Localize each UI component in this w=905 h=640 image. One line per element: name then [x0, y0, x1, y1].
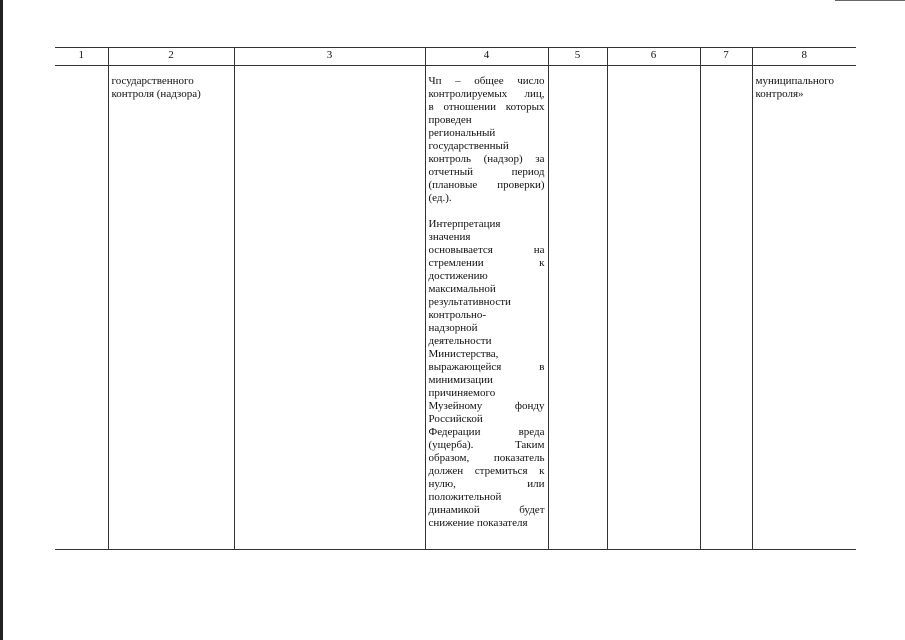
cell-text-line: проведен [428, 114, 472, 126]
cell-text-line: минимизации [428, 374, 493, 386]
cell-text-line: Министерства, [428, 348, 499, 360]
cell-col-4 [425, 66, 548, 550]
cell-text-line: деятельности [428, 335, 492, 347]
cell-text-line: отчетный период [428, 166, 545, 178]
cell-text-line: (ущерба). Таким [428, 439, 545, 451]
paragraph-gap [429, 205, 545, 218]
cell-col-5 [548, 66, 607, 550]
scan-left-edge [0, 0, 3, 640]
cell-text-line: значения [428, 231, 471, 243]
cell-text-line: максимальной [428, 283, 496, 295]
cell-text-line: муниципального [755, 75, 835, 87]
column-header-1: 1 [55, 48, 108, 66]
cell-text-line: положительной [428, 491, 502, 503]
cell-col-8 [752, 66, 856, 550]
cell-text-line: Российской [428, 413, 483, 425]
cell-text-line: контроль (надзор) за [428, 153, 545, 165]
cell-col-1 [55, 66, 108, 550]
column-header-8: 8 [752, 48, 856, 66]
cell-text-line: государственный [428, 140, 509, 152]
interpretation-text [429, 218, 545, 530]
table-header-row [55, 48, 856, 66]
column-header-3: 3 [234, 48, 425, 66]
cell-text-line: (ед.). [428, 192, 452, 204]
cell-text-line: результативности [428, 296, 511, 308]
cell-text-line: должен стремиться к [428, 465, 545, 477]
table-row [55, 66, 856, 550]
column-header-2: 2 [108, 48, 234, 66]
column-header-7: 7 [700, 48, 752, 66]
cell-col-3 [234, 66, 425, 550]
cell-text-line: региональный [428, 127, 496, 139]
cell-text-line: контроля (надзора) [111, 88, 201, 100]
cell-text-line: надзорной [428, 322, 478, 334]
cell-col-6 [607, 66, 700, 550]
cell-text-line: Чп – общее число [428, 75, 545, 87]
cell-text-line: стремлении к [428, 257, 545, 269]
cell-text-line: Интерпретация [428, 218, 501, 230]
cell-col-2 [108, 66, 234, 550]
cell-text-line: государственного [111, 75, 194, 87]
cell-text-line: Федерации вреда [428, 426, 545, 438]
cell-text-line: контролируемых лиц, [428, 88, 545, 100]
indicator-table [55, 47, 856, 550]
cell-text-line: в отношении которых [428, 101, 545, 113]
column-header-6: 6 [607, 48, 700, 66]
cell-text-line: снижение показателя [428, 517, 528, 529]
cell-text-line: выражающейся в [428, 361, 545, 373]
cell-col-7 [700, 66, 752, 550]
cell-text-line: основывается на [428, 244, 545, 256]
cell-text-line: образом, показатель [428, 452, 545, 464]
formula-description [429, 75, 545, 205]
cell-text-line: нулю, или [428, 478, 545, 490]
scan-top-edge-mark [835, 0, 905, 1]
cell-text-line: динамикой будет [428, 504, 545, 516]
column-header-5: 5 [548, 48, 607, 66]
cell-text-line: контрольно- [428, 309, 487, 321]
cell-text-line: причиняемого [428, 387, 496, 399]
cell-text-line: Музейному фонду [428, 400, 545, 412]
cell-text-line: (плановые проверки) [428, 179, 545, 191]
cell-text-line: достижению [428, 270, 488, 282]
column-header-4: 4 [425, 48, 548, 66]
cell-text-line: контроля» [755, 88, 804, 100]
